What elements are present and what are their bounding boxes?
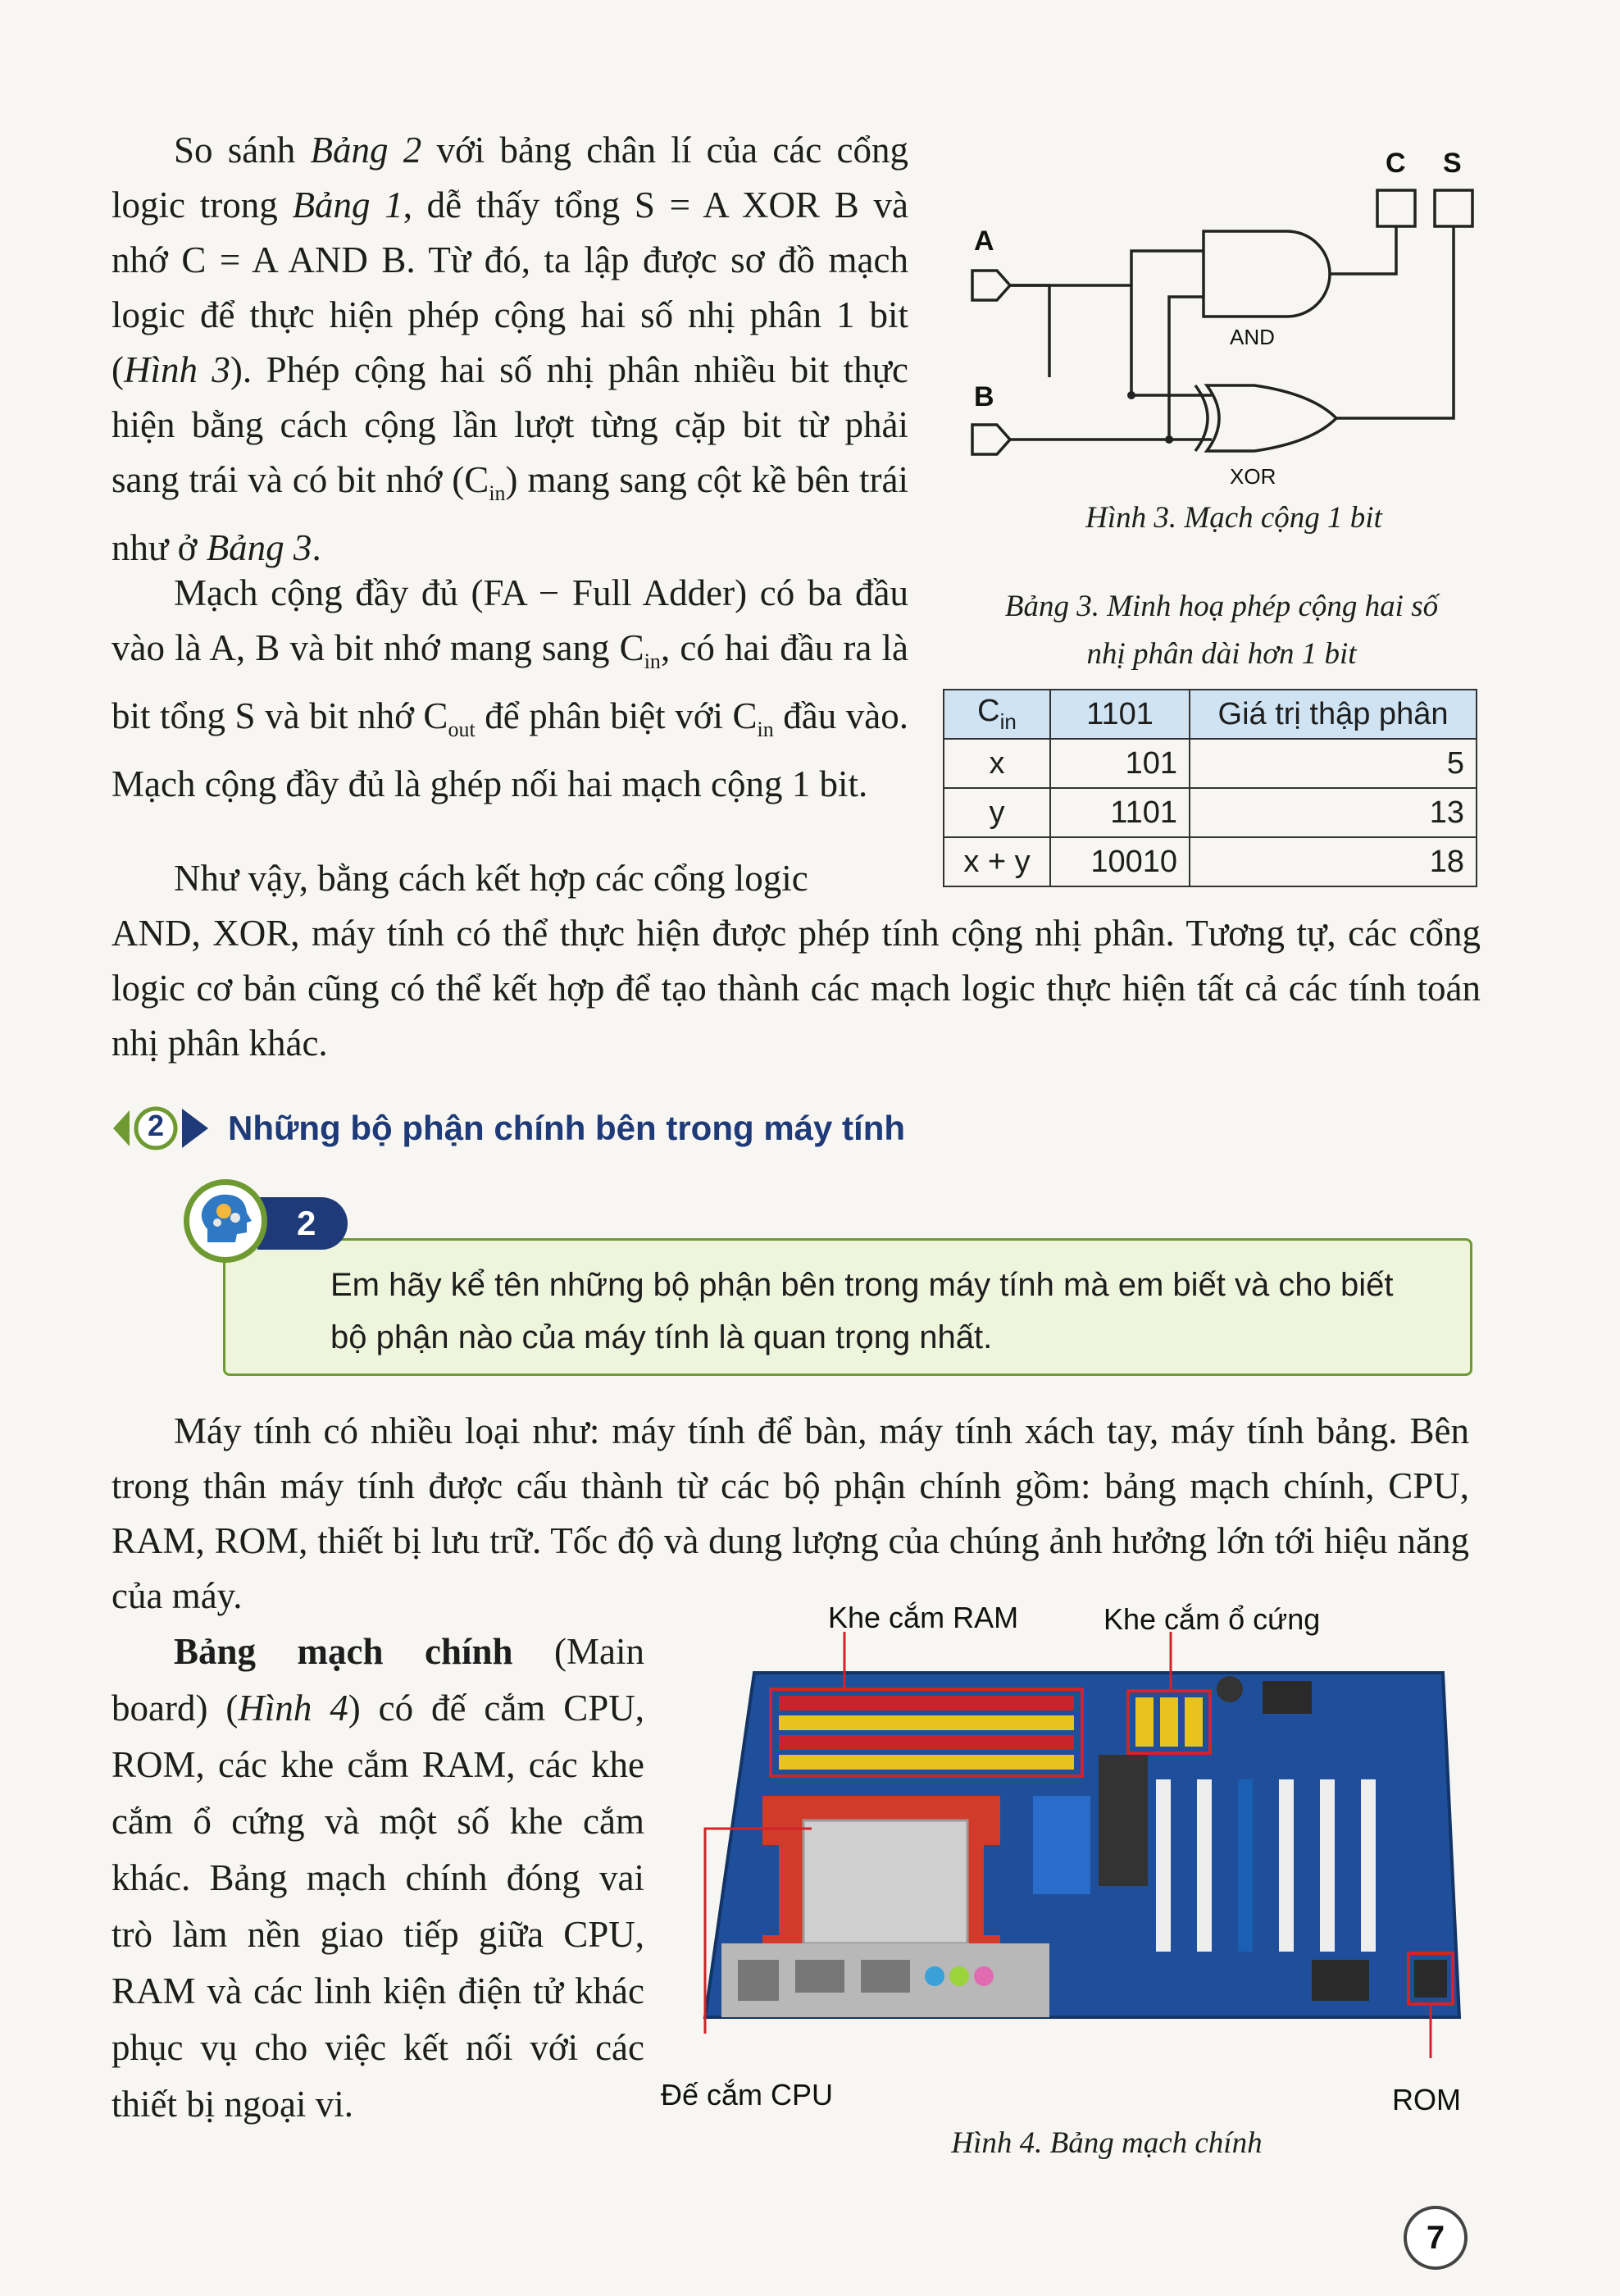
table-row: y 1101 13 xyxy=(944,788,1477,837)
label-and: AND xyxy=(1230,325,1275,349)
circuit-svg xyxy=(959,139,1484,508)
question-line2: bộ phận nào của máy tính là quan trọng nhất. xyxy=(330,1319,993,1355)
figure3-caption: Hình 3. Mạch cộng 1 bit xyxy=(1085,501,1382,535)
table3-caption-line1: Bảng 3. Minh hoạ phép cộng hai số xyxy=(1004,590,1439,623)
label-s: S xyxy=(1443,148,1462,179)
label-rom: ROM xyxy=(1392,2083,1461,2116)
input-a-arrow xyxy=(972,271,1010,300)
paragraph-mainboard: Bảng mạch chính (Main board) (Hình 4) có đế cắm CPU, ROM, các khe cắm RAM, các khe cắm ổ cứng và một số khe cắm khác. Bảng mạch chính đóng vai trò làm nền giao tiếp giữa CPU, RAM và các linh kiện điện tử khác phục vụ cho việc kết nối với các thiết bị ngoại vi. xyxy=(111,1631,644,2125)
output-s-box xyxy=(1435,190,1472,226)
header-decimal: Giá trị thập phân xyxy=(1190,690,1477,739)
page-number-badge xyxy=(1404,2206,1468,2270)
section-heading xyxy=(111,1099,1095,1156)
junction-a xyxy=(1127,391,1135,399)
label-xor: XOR xyxy=(1230,464,1276,489)
label-ram-slot: Khe cắm RAM xyxy=(828,1601,1019,1634)
page-number: 7 xyxy=(1426,2220,1445,2256)
label-cpu-socket: Đế cắm CPU xyxy=(661,2078,834,2112)
junction-b xyxy=(1165,435,1173,444)
question-badge xyxy=(184,1179,348,1269)
paragraph-conclusion: AND, XOR, máy tính có thể thực hiện được phép tính cộng nhị phân. Tương tự, các cổng logic cơ bản cũng có thể kết hợp để tạo thành các mạch logic thực hiện tất cả các tính toán nhị phân khác. xyxy=(111,913,1481,1064)
label-hdd-slot: Khe cắm ổ cứng xyxy=(1104,1602,1321,1636)
question-number: 2 xyxy=(297,1204,316,1242)
and-gate xyxy=(1204,231,1330,317)
question-box xyxy=(223,1238,1472,1376)
table-header-row xyxy=(944,690,1477,739)
section-title: Những bộ phận chính bên trong máy tính xyxy=(228,1109,906,1147)
figure4-caption: Hình 4. Bảng mạch chính xyxy=(951,2126,1263,2160)
header-cin: $C_{in}$ xyxy=(944,690,1050,739)
output-c-box xyxy=(1377,190,1415,226)
input-b-arrow xyxy=(972,425,1010,454)
table-row: x + y 10010 18 xyxy=(944,837,1477,886)
paragraph-conclusion-line1: Như vậy, bằng cách kết hợp các cổng logic xyxy=(174,858,808,899)
table3 xyxy=(943,689,1477,887)
table3-caption-line2: nhị phân dài hơn 1 bit xyxy=(1086,637,1357,671)
label-b: B xyxy=(974,381,994,412)
half-adder-circuit xyxy=(959,139,1484,508)
motherboard-image xyxy=(689,1632,1476,2058)
table3-grid xyxy=(943,689,1477,887)
question-line1: Em hãy kể tên những bộ phận bên trong máy tính mà em biết và cho biết xyxy=(330,1267,1394,1303)
section-number: 2 xyxy=(147,1109,165,1142)
label-a: A xyxy=(974,226,994,257)
label-c: C xyxy=(1386,148,1406,179)
paragraph-computer-types: Máy tính có nhiều loại như: máy tính để bàn, máy tính xách tay, máy tính bảng. Bên trong thân máy tính được cấu thành từ các bộ phận chính gồm: bảng mạch chính, CPU, RAM, ROM, thiết bị lưu trữ. Tốc độ và dung lượng của chúng ảnh hưởng lớn tới hiệu năng của máy. xyxy=(111,1410,1469,1616)
motherboard-illustration xyxy=(689,1632,1476,2058)
header-carry-value: 1101 xyxy=(1050,690,1190,739)
paragraph-full-adder: Mạch cộng đầy đủ (FA − Full Adder) có ba đầu vào là A, B và bit nhớ mang sang $C_{in}$, có hai đầu ra là bit tổng S và bit nhớ $C_{out}$ để phân biệt với $C_{in}$ đầu vào. Mạch cộng đầy đủ là ghép nối hai mạch cộng 1 bit. xyxy=(111,572,909,804)
xor-gate xyxy=(1207,385,1336,451)
table-row: x 101 5 xyxy=(944,739,1477,788)
thinking-head-icon xyxy=(184,1179,267,1263)
paragraph-adder-intro: So sánh Bảng 2 với bảng chân lí của các cổng logic trong Bảng 1, dễ thấy tổng S = A XOR B và nhớ C = A AND B. Từ đó, ta lập được sơ đồ mạch logic để thực hiện phép cộng hai số nhị phân 1 bit (Hình 3). Phép cộng hai số nhị phân nhiều bit thực hiện bằng cách cộng lần lượt từng cặp bit từ phải sang trái và có bit nhớ $(C_{in})$ mang sang cột kề bên trái như ở Bảng 3. xyxy=(111,130,908,568)
